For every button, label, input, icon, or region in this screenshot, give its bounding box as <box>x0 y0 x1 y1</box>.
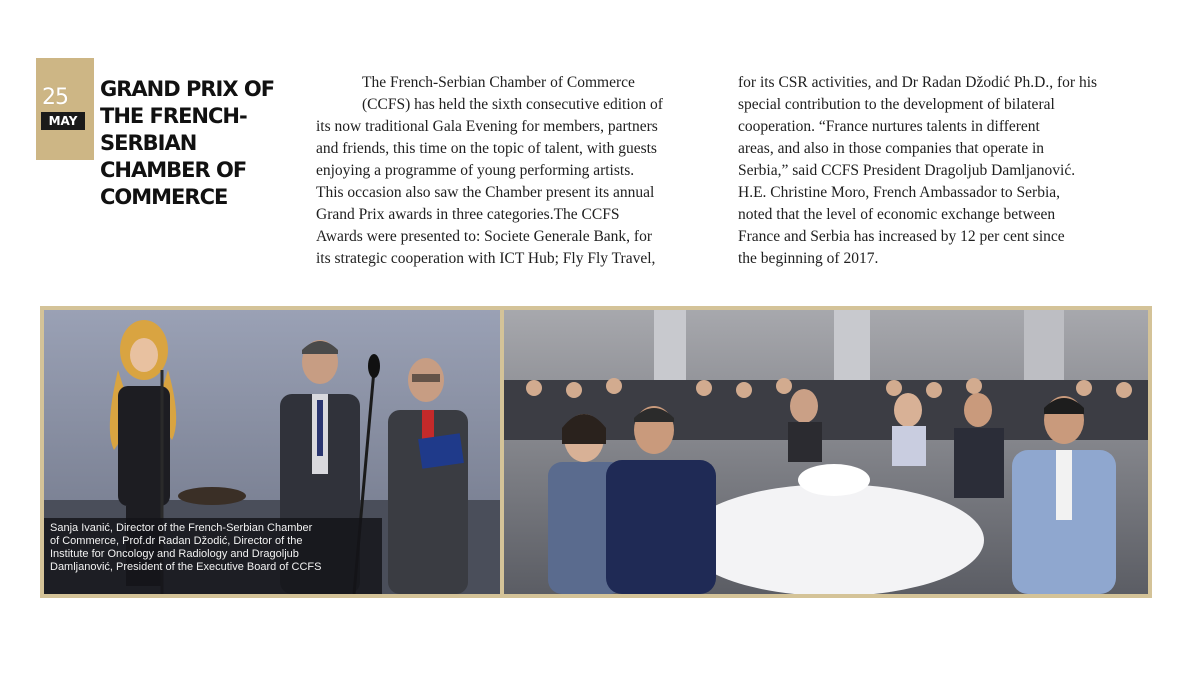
date-day: 25 <box>42 85 68 110</box>
body-line: its strategic cooperation with ICT Hub; Fly Fly Travel, <box>316 250 656 267</box>
body-line: Grand Prix awards in three categories.The CCFS <box>316 206 620 223</box>
body-line: its now traditional Gala Evening for members, partners <box>316 118 658 135</box>
body-line: H.E. Christine Moro, French Ambassador to Serbia, <box>738 184 1061 201</box>
body-line: Awards were presented to: Societe Generale Bank, for <box>316 228 652 245</box>
body-line: (CCFS) has held the sixth consecutive edition of <box>362 96 663 113</box>
headline-line: SERBIAN <box>100 131 197 155</box>
body-line: for its CSR activities, and Dr Radan Džodić Ph.D., for his <box>738 74 1098 91</box>
body-column-1 <box>316 72 726 270</box>
body-line: special contribution to the development of bilateral <box>738 96 1055 113</box>
caption-line: Damljanović, President of the Executive Board of CCFS <box>50 561 322 573</box>
date-month: MAY <box>41 112 85 130</box>
body-line: cooperation. “France nurtures talents in different <box>738 118 1040 135</box>
body-line: France and Serbia has increased by 12 per cent since <box>738 228 1065 245</box>
headline-line: GRAND PRIX OF <box>100 77 275 101</box>
body-line: and friends, this time on the topic of talent, with guests <box>316 140 657 157</box>
headline-line: THE FRENCH- <box>100 104 247 128</box>
body-line: enjoying a programme of young performing artists. <box>316 162 635 179</box>
article-headline <box>100 76 300 211</box>
body-line: noted that the level of economic exchange between <box>738 206 1056 223</box>
caption-line: Sanja Ivanić, Director of the French-Serbian Chamber <box>50 522 313 534</box>
photo-stage-award <box>44 310 500 594</box>
body-line: areas, and also in those companies that operate in <box>738 140 1045 157</box>
headline-line: COMMERCE <box>100 185 228 209</box>
caption-line: Institute for Oncology and Radiology and Dragoljub <box>50 548 299 560</box>
gala-photo-illustration <box>504 310 1148 594</box>
photo-strip <box>40 306 1152 598</box>
body-line: This occasion also saw the Chamber present its annual <box>316 184 655 201</box>
caption-line: of Commerce, Prof.dr Radan Džodić, Director of the <box>50 535 303 547</box>
body-line: the beginning of 2017. <box>738 250 879 267</box>
date-badge <box>36 58 94 160</box>
body-column-2 <box>738 72 1168 270</box>
body-line: Serbia,” said CCFS President Dragoljub Damljanović. <box>738 162 1076 179</box>
photo-gala-dinner <box>504 310 1148 594</box>
body-line: The French-Serbian Chamber of Commerce <box>362 74 635 91</box>
photo-caption <box>44 518 382 594</box>
headline-line: CHAMBER OF <box>100 158 247 182</box>
